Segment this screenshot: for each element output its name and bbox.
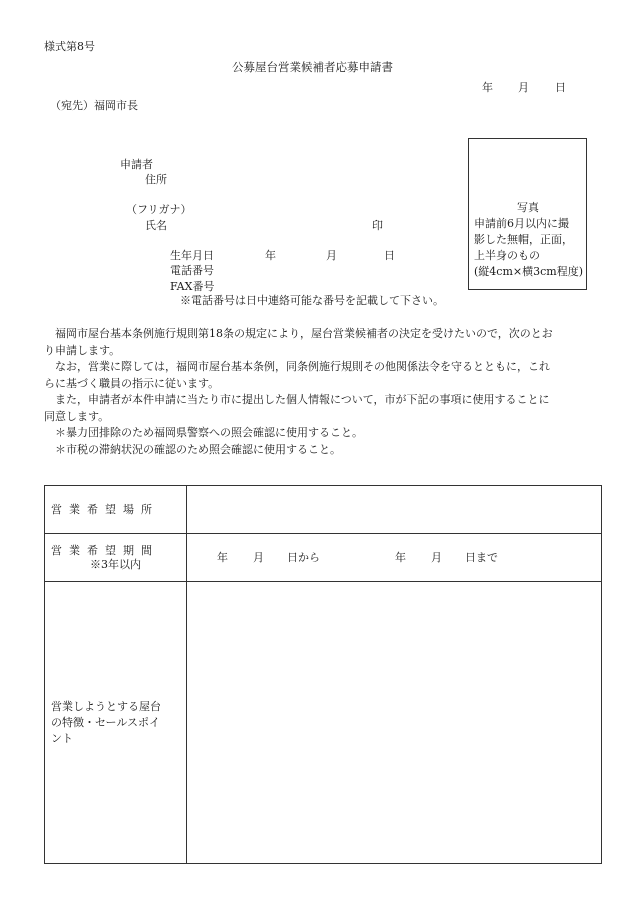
- features-label-cell: [45, 582, 187, 864]
- date-year: 年: [482, 81, 493, 94]
- photo-line-4: (縦4cm×横3cm程度): [474, 265, 583, 278]
- statement-line: らに基づく職員の指示に従います。: [44, 376, 220, 390]
- location-label-cell: [45, 486, 187, 534]
- period-field[interactable]: [187, 534, 602, 582]
- address-label: 住所: [145, 173, 167, 186]
- fax-label: FAX番号: [170, 280, 215, 293]
- phone-label: 電話番号: [170, 264, 214, 277]
- form-number: 様式第8号: [44, 40, 95, 53]
- birth-month: 月: [326, 249, 337, 262]
- period-note: ※3年以内: [90, 557, 141, 571]
- photo-line-3: 上半身のもの: [474, 249, 540, 262]
- statement-line: 同意します。: [44, 409, 110, 423]
- statement-line: なお，営業に際しては，福岡市屋台基本条例，同条例施行規則その他関係法令を守るとともに，これ: [44, 360, 550, 373]
- birth-day: 日: [384, 249, 395, 262]
- photo-box: [468, 138, 587, 290]
- document-title: 公募屋台営業候補者応募申請書: [232, 60, 393, 74]
- table-row: [45, 534, 602, 582]
- phone-note: ※電話番号は日中連絡可能な番号を記載して下さい。: [180, 294, 444, 307]
- furigana-label: （フリガナ）: [126, 203, 192, 216]
- features-label-line: 営業しようとする屋台: [51, 699, 161, 713]
- photo-line-1: 申請前6月以内に撮: [474, 217, 569, 230]
- date-month: 月: [518, 81, 529, 94]
- statement-line: 福岡市屋台基本条例施行規則第18条の規定により，屋台営業候補者の決定を受けたいので，次のとお: [44, 327, 553, 340]
- birth-year: 年: [265, 249, 276, 262]
- seal-mark: 印: [372, 219, 383, 232]
- photo-title: 写真: [517, 201, 539, 214]
- photo-instructions: [474, 200, 583, 280]
- location-field[interactable]: [187, 486, 602, 534]
- period-to-month: 月: [431, 551, 442, 564]
- application-statement: [44, 326, 600, 458]
- birth-date-label: 生年月日: [170, 249, 214, 262]
- period-from-year: 年: [217, 551, 228, 564]
- period-label: 営業希望期間: [51, 544, 159, 558]
- date-day: 日: [555, 81, 566, 94]
- name-label: 氏名: [145, 219, 167, 232]
- table-row: [45, 486, 602, 534]
- period-from-month: 月: [253, 551, 264, 564]
- applicant-heading: 申請者: [120, 158, 153, 171]
- period-to-day: 日まで: [465, 551, 498, 564]
- period-label-cell: [45, 534, 187, 582]
- photo-line-2: 影した無帽，正面，: [474, 233, 573, 246]
- addressee: （宛先）福岡市長: [50, 99, 138, 112]
- period-to-year: 年: [395, 551, 406, 564]
- consent-item-tax: ＊市税の滞納状況の確認のため照会確認に使用すること。: [44, 442, 341, 456]
- consent-item-police: ＊暴力団排除のため福岡県警察への照会確認に使用すること。: [44, 426, 363, 439]
- features-label-line: の特徴・セールスポイ: [51, 715, 161, 729]
- statement-line: り申請します。: [44, 343, 121, 357]
- table-row: [45, 582, 602, 864]
- application-table: [44, 485, 602, 864]
- location-label: 営業希望場所: [51, 502, 159, 516]
- statement-line: また，申請者が本件申請に当たり市に提出した個人情報について，市が下記の事項に使用することに: [44, 393, 550, 406]
- features-label-line: ント: [51, 731, 73, 745]
- period-from-day: 日から: [287, 551, 320, 564]
- features-field[interactable]: [187, 582, 602, 864]
